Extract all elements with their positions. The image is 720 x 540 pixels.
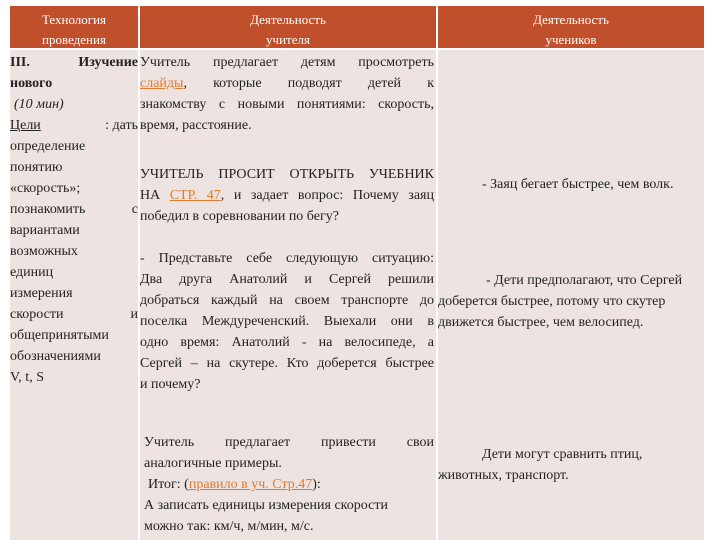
header-text: проведения — [42, 32, 106, 47]
header-text: Деятельность — [533, 12, 609, 27]
header-text: Деятельность — [250, 12, 326, 27]
rule-link[interactable]: правило в уч. Стр.47 — [188, 477, 313, 492]
stage-title: Изучение — [78, 55, 138, 70]
teacher-text: - Представьте себе следующую ситуацию: — [140, 251, 434, 266]
teacher-text: Учитель предлагает детям просмотреть — [140, 55, 434, 70]
student-answer: движется быстрее, чем велосипед. — [438, 315, 644, 330]
header-teacher-activity — [140, 6, 436, 48]
goals-text: понятию — [10, 160, 63, 175]
goals-text: возможных — [10, 244, 78, 259]
teacher-text: победил в соревновании по бегу? — [140, 209, 339, 224]
teacher-text: можно так: км/ч, м/мин, м/с. — [144, 519, 314, 534]
student-answer: - Заяц бегает быстрее, чем волк. — [482, 177, 674, 192]
teacher-text: поселка Междуреченский. Выехали они в — [140, 314, 434, 329]
teacher-text: добраться каждый на своем транспорте до — [140, 293, 434, 308]
teacher-text: Сергей – на скутере. Кто доберется быстрее — [140, 356, 434, 371]
header-text: учителя — [266, 32, 310, 47]
goals-label: Цели — [10, 118, 41, 133]
teacher-text: аналогичные примеры. — [144, 456, 282, 471]
summary-label: ): — [312, 477, 321, 492]
summary-label: Итог: ( — [148, 477, 189, 492]
teacher-text: одно время: Анатолий - на велосипеде, а — [140, 335, 434, 350]
teacher-text: Два друга Анатолий и Сергей решили — [140, 272, 434, 287]
goals-text: единиц — [10, 265, 54, 280]
teacher-text: и почему? — [140, 377, 201, 392]
goals-text: : дать — [105, 118, 138, 133]
stage-duration: (10 мин) — [14, 97, 64, 112]
header-student-activity — [438, 6, 704, 48]
student-answer: Дети могут сравнить птиц, — [482, 447, 643, 462]
header-text: учеников — [545, 32, 597, 47]
teacher-text: время, расстояние. — [140, 118, 252, 133]
student-answer: - Дети предполагают, что Сергей — [486, 273, 683, 288]
goals-text: V, t, S — [10, 370, 44, 385]
column-technology — [10, 50, 138, 540]
header-technology — [10, 6, 138, 48]
goals-text: познакомить — [10, 202, 86, 217]
column-teacher — [140, 50, 436, 540]
goals-text: общепринятыми — [10, 328, 109, 343]
goals-text: «скорость»; — [10, 181, 81, 196]
teacher-text: НА — [140, 188, 170, 203]
goals-text: измерения — [10, 286, 73, 301]
teacher-text: , которые подводят детей к — [183, 76, 434, 91]
textbook-page-link[interactable]: СТР. 47 — [169, 188, 221, 203]
goals-text: с — [131, 202, 138, 217]
goals-text: определение — [10, 139, 86, 154]
student-answer: животных, транспорт. — [438, 468, 569, 483]
teacher-text: знакомству с новыми понятиями: скорость, — [140, 97, 434, 112]
column-students — [438, 50, 704, 540]
teacher-text: Учитель предлагает привести свои — [144, 435, 434, 450]
goals-text: вариантами — [10, 223, 80, 238]
student-answer: доберется быстрее, потому что скутер — [438, 294, 666, 309]
lesson-table — [10, 6, 704, 540]
teacher-text: , и задает вопрос: Почему заяц — [220, 188, 434, 203]
goals-text: и — [130, 307, 138, 322]
teacher-instruction: УЧИТЕЛЬ ПРОСИТ ОТКРЫТЬ УЧЕБНИК — [140, 167, 434, 182]
goals-text: обозначениями — [10, 349, 101, 364]
stage-title: нового — [10, 76, 53, 91]
teacher-text: А записать единицы измерения скорости — [144, 498, 388, 513]
stage-number: III. — [10, 55, 30, 70]
slides-link[interactable]: слайды — [140, 76, 184, 91]
goals-text: скорости — [10, 307, 64, 322]
header-text: Технология — [41, 12, 107, 27]
